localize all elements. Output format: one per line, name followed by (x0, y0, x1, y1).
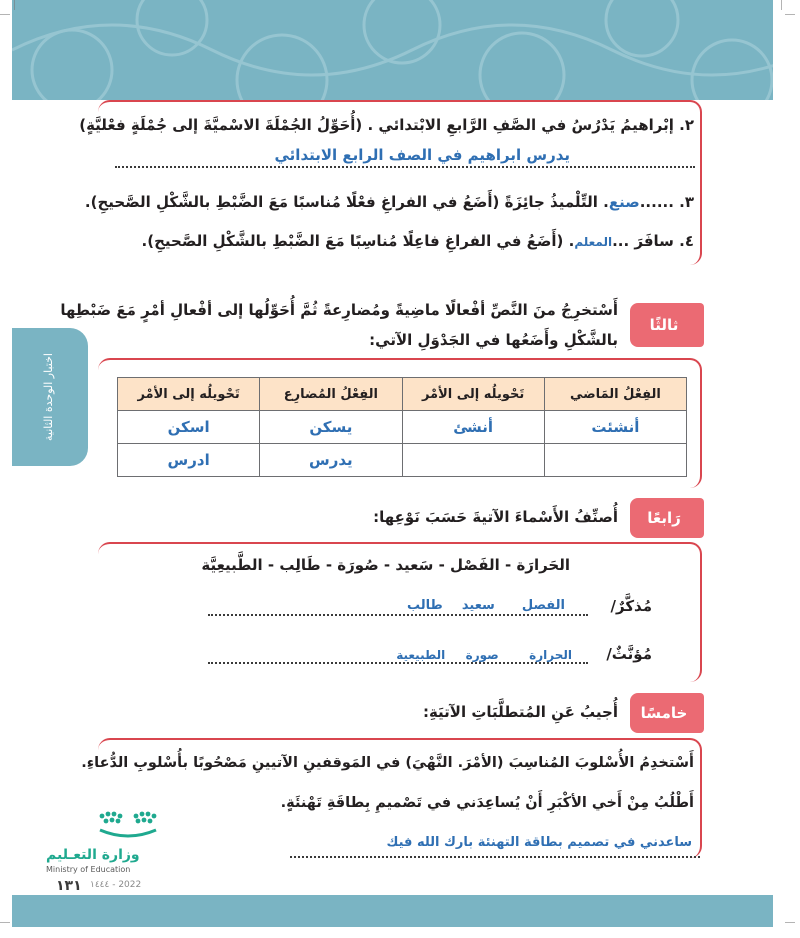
table-cell[interactable]: أنشئ (402, 411, 544, 444)
feminine-answer-2: صورة (465, 648, 499, 662)
crop-mark (785, 14, 795, 15)
question-2-text: ٢. إبْراهيمُ يَدْرُسُ في الصَّفِ الرَّابعِ الابْتدائي . (أُحَوِّلُ الجُمْلَةَ الاسْميَّةَ إلى جُمْلَةٍ فعْليَّةٍ) (79, 116, 694, 134)
table-cell[interactable]: يدرس (260, 444, 402, 477)
feminine-answer-1: الحرارة (529, 648, 572, 662)
table-cell[interactable]: يسكن (260, 411, 402, 444)
header-pattern-band (12, 0, 773, 100)
table-cell[interactable] (402, 444, 544, 477)
table-row (118, 444, 687, 477)
feminine-label: مُؤنَّثٌ/ (606, 645, 652, 663)
feminine-dotted-line (208, 662, 588, 664)
feminine-answer (396, 648, 572, 662)
verbs-table-header-row (118, 378, 687, 411)
question-4-text (142, 232, 694, 250)
crop-mark (781, 0, 782, 10)
section-5-tag: خامسًا (630, 693, 698, 733)
table-header: تَحْويلُه إلى الأمْر (118, 378, 260, 411)
table-row (118, 411, 687, 444)
table-cell[interactable]: ادرس (118, 444, 260, 477)
crop-mark (0, 922, 10, 923)
feminine-answer-3: الطبيعية (396, 648, 446, 662)
crop-mark (14, 0, 15, 10)
section-4-instruction: أُصنِّفُ الأَسْماءَ الآتيةَ حَسَبَ نَوْعِها: (373, 508, 618, 526)
question-4-rest: . (أَضَعُ في الفراغِ فاعِلًا مُناسِبًا مَعَ الضَّبْطِ بالشَّكْلِ الصَّحيحِ). (141, 232, 575, 250)
section-3-tag: ثالثًا (630, 303, 698, 347)
footer-band (12, 895, 773, 927)
question-3-number: ٣. ...... (639, 193, 694, 211)
unit-side-tab-label: اختبار الوحدة الثانية (42, 353, 55, 441)
table-cell[interactable]: أنشئت (544, 411, 686, 444)
unit-side-tab (12, 328, 88, 466)
answer-dotted-line (115, 166, 695, 168)
table-cell[interactable]: اسكن (118, 411, 260, 444)
table-header: الفِعْلُ المَاضي (544, 378, 686, 411)
question-2-answer: يدرس ابراهيم في الصف الرابع الابتدائي (274, 146, 570, 164)
question-4-number: ٤. سافَرَ ... (612, 232, 694, 250)
masculine-answer-2: سعيد (461, 598, 495, 613)
section-4-tag: رَابعًا (630, 498, 698, 538)
ministry-name-en: Ministry of Education (46, 865, 131, 874)
masculine-answer (407, 598, 565, 613)
table-cell[interactable] (544, 444, 686, 477)
table-header: تَحْويلُه إلى الأمْر (402, 378, 544, 411)
question-3-answer: صنع (608, 193, 640, 211)
masculine-label: مُذكَّرٌ/ (610, 597, 652, 615)
section-5-dotted-line (290, 856, 700, 858)
section-5-line-1: أَسْتخدِمُ الأُسْلوبَ المُناسِبَ (الأمْرَ. النَّهْيَ) في المَوقفينِ الآتيينِ مَصْحُوبًا بأُسْلوبِ الدُّعاءِ. (81, 755, 694, 771)
section-5-instruction: أُجيبُ عَنِ المُتطلَّبَاتِ الآتيَةِ: (422, 703, 618, 721)
table-header: الفِعْلُ المُضارِع (260, 378, 402, 411)
nouns-word-bank: الحَرارَة - الفَصْل - سَعيد - صُورَة - طَالِب - الطَّبيعِيَّة (201, 556, 570, 574)
section-5-answer: ساعدني في تصميم بطاقة التهنئة بارك الله فيك (386, 835, 692, 850)
ministry-name-ar: وزارة التعـليم (46, 847, 140, 863)
ministry-logo-icon (96, 808, 160, 842)
section-3-instruction-line2: بالشَّكْلِ وأَضَعُها في الجَدْوَلِ الآتي: (369, 331, 618, 349)
arabesque-pattern-icon (12, 0, 773, 100)
page-number: ١٣١ (56, 878, 82, 894)
crop-mark (0, 14, 10, 15)
crop-mark (785, 922, 795, 923)
verbs-table (117, 377, 687, 477)
section-3-instruction-line1: أَسْتخرِجُ منَ النَّصِّ أفْعالًا ماضِيةً ومُضارِعةً ثُمَّ أُحَوِّلُها إلى أفْعالِ أمْرٍ مَعَ ضَبْطِها (60, 301, 618, 319)
masculine-answer-3: طالب (407, 598, 443, 613)
edition-year: ١٤٤٤ - 2022 (90, 880, 142, 890)
question-3-text (85, 193, 694, 211)
masculine-answer-1: الفصل (521, 598, 565, 613)
masculine-dotted-line (208, 614, 588, 616)
question-4-answer: المعلم (574, 235, 613, 249)
question-3-rest: . التِّلْميذُ جائِزَةً (أَضَعُ في الفراغِ فعْلًا مُناسبًا مَعَ الضَّبْطِ بالشَّكْلِ الصَّحيحِ). (84, 193, 609, 211)
section-5-line-2: أَطْلُبُ مِنْ أَخي الأكْبَرِ أَنْ يُساعِدَني في تَصْميمِ بِطاقَةِ تَهْنئَةٍ. (280, 795, 694, 811)
